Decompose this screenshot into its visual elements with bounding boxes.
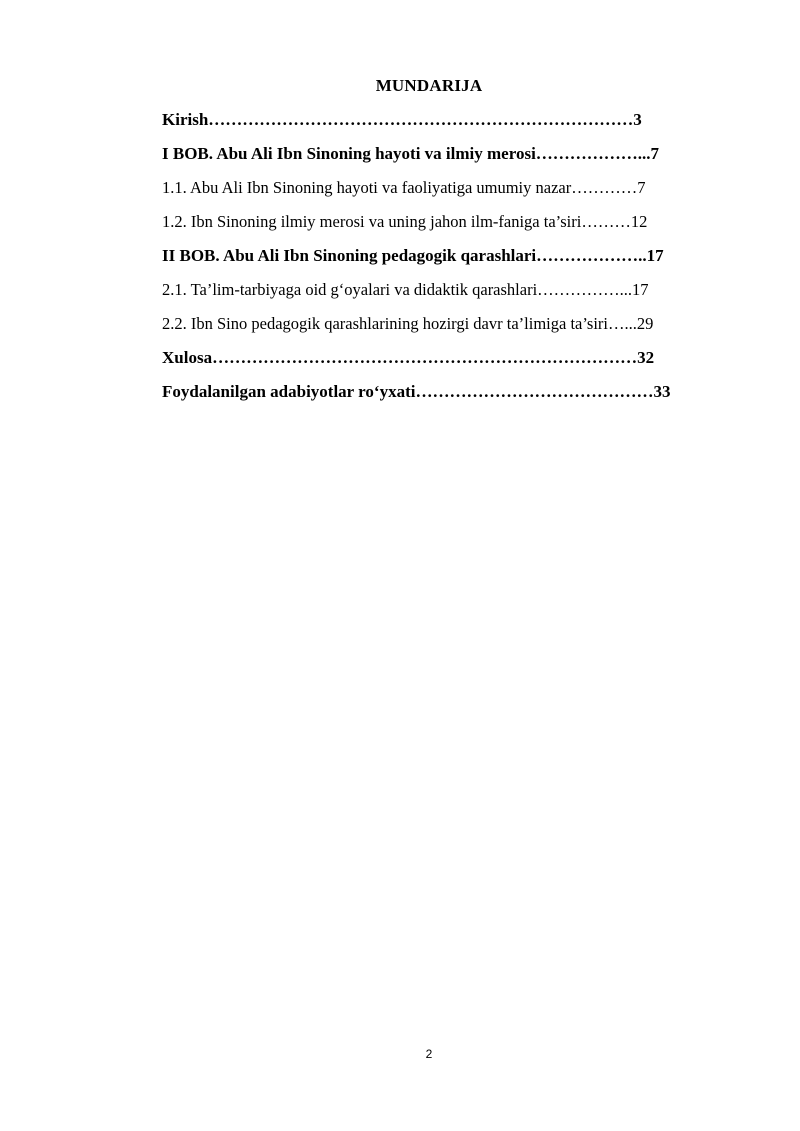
toc-entry-text: 2.1. Ta’lim-tarbiyaga oid g‘oyalari va didaktik qarashlari……………...17 bbox=[162, 280, 649, 299]
toc-entry-text: Foydalanilgan adabiyotlar ro‘yxati……………………………………33 bbox=[162, 382, 671, 401]
table-of-contents bbox=[162, 108, 732, 414]
toc-entry-chapter-2 bbox=[162, 244, 732, 278]
toc-title: MUNDARIJA bbox=[375, 76, 483, 95]
toc-entry-chapter-1 bbox=[162, 142, 732, 176]
toc-entry-text: 1.1. Abu Ali Ibn Sinoning hayoti va faoliyatiga umumiy nazar…………7 bbox=[162, 178, 646, 197]
toc-entry-text: 1.2. Ibn Sinoning ilmiy merosi va uning jahon ilm-faniga ta’siri………12 bbox=[162, 212, 648, 231]
toc-entry-text: Kirish…………………………………………………………………3 bbox=[162, 110, 642, 129]
toc-entry-section-1-1 bbox=[162, 176, 732, 210]
toc-entry-references bbox=[162, 380, 732, 414]
page-number: 2 bbox=[425, 1047, 433, 1061]
toc-entry-xulosa bbox=[162, 346, 732, 380]
toc-entry-kirish bbox=[162, 108, 732, 142]
toc-entry-text: Xulosa…………………………………………………………………32 bbox=[162, 348, 655, 367]
toc-entry-text: 2.2. Ibn Sino pedagogik qarashlarining hozirgi davr ta’limiga ta’siri…...29 bbox=[162, 314, 654, 333]
toc-entry-text: I BOB. Abu Ali Ibn Sinoning hayoti va ilmiy merosi………………...7 bbox=[162, 144, 660, 163]
toc-entry-text: II BOB. Abu Ali Ibn Sinoning pedagogik qarashlari………………..17 bbox=[162, 246, 664, 265]
toc-entry-section-2-1 bbox=[162, 278, 732, 312]
toc-entry-section-2-2 bbox=[162, 312, 732, 346]
toc-entry-section-1-2 bbox=[162, 210, 732, 244]
